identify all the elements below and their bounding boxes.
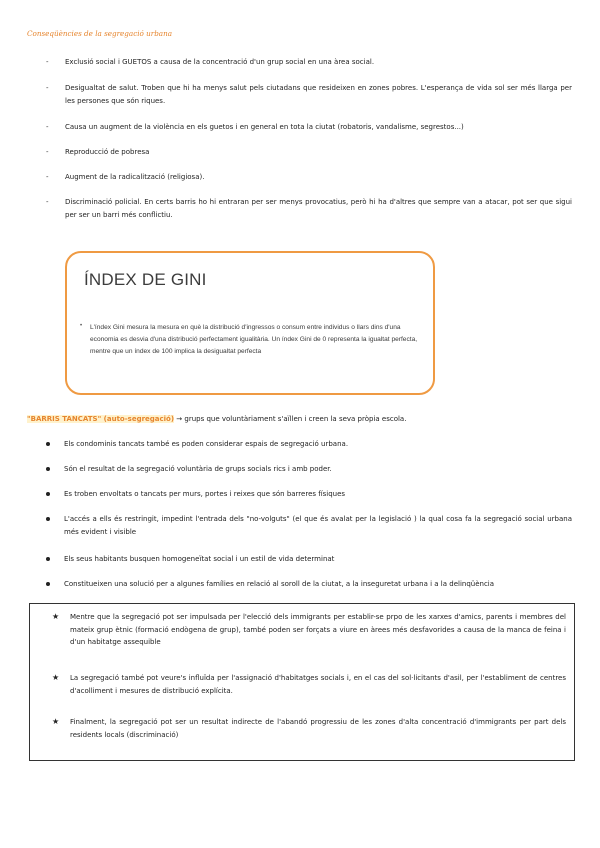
dash-bullet: - bbox=[46, 84, 49, 92]
barris-tancats-label: "BARRIS TANCATS" (auto-segregació) bbox=[27, 415, 175, 423]
dash-bullet: - bbox=[46, 58, 49, 66]
gini-definition: L'índex Gini mesura la mesura en què la distribució d'ingressos o consum entre individus o llars dins d'una economia es desvia d'una distribució perfectament igualitària. Un índex Gini de 0 representa la igualtat perfecta, mentre que un índex de 100 implica la desigualtat perfecta bbox=[90, 324, 418, 356]
star-icon: ★ bbox=[52, 612, 60, 621]
dash-bullet: - bbox=[46, 123, 49, 131]
dot-bullet bbox=[46, 517, 50, 521]
dash-bullet: - bbox=[46, 148, 49, 156]
list-item-text: Els condominis tancats també es poden considerar espais de segregació urbana. bbox=[64, 440, 349, 448]
barris-tancats-line bbox=[27, 413, 406, 425]
list-item-text: Augment de la radicalització (religiosa). bbox=[65, 173, 205, 181]
list-item-text: Discriminació policial. En certs barris ho hi entraran per ser menys provocatius, però hi ha d'altres que sempre van a atacar, pot ser que sigui per ser un barri més conflictiu. bbox=[65, 198, 572, 219]
list-item-text: Constitueixen una solució per a algunes famílies en relació al soroll de la ciutat, a la inseguretat urbana i a la delinqüència bbox=[64, 580, 495, 588]
dot-bullet bbox=[46, 582, 50, 586]
dot-bullet bbox=[46, 467, 50, 471]
bullet-icon: • bbox=[80, 323, 83, 329]
list-item-text: L'accés a ells és restringit, impedint l'entrada dels "no-volguts" (el que és avalat per la legislació ) la qual cosa fa la segregació social urbana més evident i visible bbox=[64, 515, 572, 536]
gini-title: ÍNDEX DE GINI bbox=[84, 270, 207, 289]
list-item-text: Els seus habitants busquen homogeneïtat social i un estil de vida determinat bbox=[64, 555, 335, 563]
list-item-text: Són el resultat de la segregació voluntària de grups socials rics i amb poder. bbox=[64, 465, 332, 473]
list-item-text: Mentre que la segregació pot ser impulsada per l'elecció dels immigrants per establir-se prpo de les xarxes d'amics, parents i membres del mateix grup ètnic (formació endògena de grup), també poden ser forçats a viure en àrees més desfavorides a causa de la manca de feina i d'un habitatge assequible bbox=[70, 613, 566, 646]
list-item-text: Es troben envoltats o tancats per murs, portes i reixes que són barreres físiques bbox=[64, 490, 346, 498]
dash-bullet: - bbox=[46, 198, 49, 206]
list-item-text: La segregació també pot veure's influïda per l'assignació d'habitatges socials i, en el cas del sol·licitants d'asil, per l'establiment de centres d'acolliment i mesures de distribució explícita. bbox=[70, 674, 566, 695]
section-heading: Conseqüències de la segregació urbana bbox=[27, 29, 172, 38]
list-item-text: Reproducció de pobresa bbox=[65, 148, 150, 156]
dot-bullet bbox=[46, 442, 50, 446]
barris-tancats-text: → grups que voluntàriament s'aïllen i creen la seva pròpia escola. bbox=[174, 415, 407, 423]
list-item-text: Desigualtat de salut. Troben que hi ha menys salut pels ciutadans que resideixen en zones pobres. L'esperança de vida sol ser més llarga per les persones que són riques. bbox=[65, 84, 572, 105]
list-item-text: Exclusió social i GUETOS a causa de la concentració d'un grup social en una àrea social. bbox=[65, 58, 375, 66]
dash-bullet: - bbox=[46, 173, 49, 181]
list-item-text: Finalment, la segregació pot ser un resultat indirecte de l'abandó progressiu de les zones d'alta concentració d'immigrants per part dels residents locals (discriminació) bbox=[70, 718, 566, 739]
dot-bullet bbox=[46, 557, 50, 561]
gini-index-callout bbox=[65, 251, 435, 395]
segregation-causes-box bbox=[29, 603, 575, 761]
list-item-text: Causa un augment de la violència en els guetos i en general en tota la ciutat (robatoris, vandalisme, segrestos...) bbox=[65, 123, 464, 131]
star-icon: ★ bbox=[52, 717, 60, 726]
star-icon: ★ bbox=[52, 673, 60, 682]
dot-bullet bbox=[46, 492, 50, 496]
